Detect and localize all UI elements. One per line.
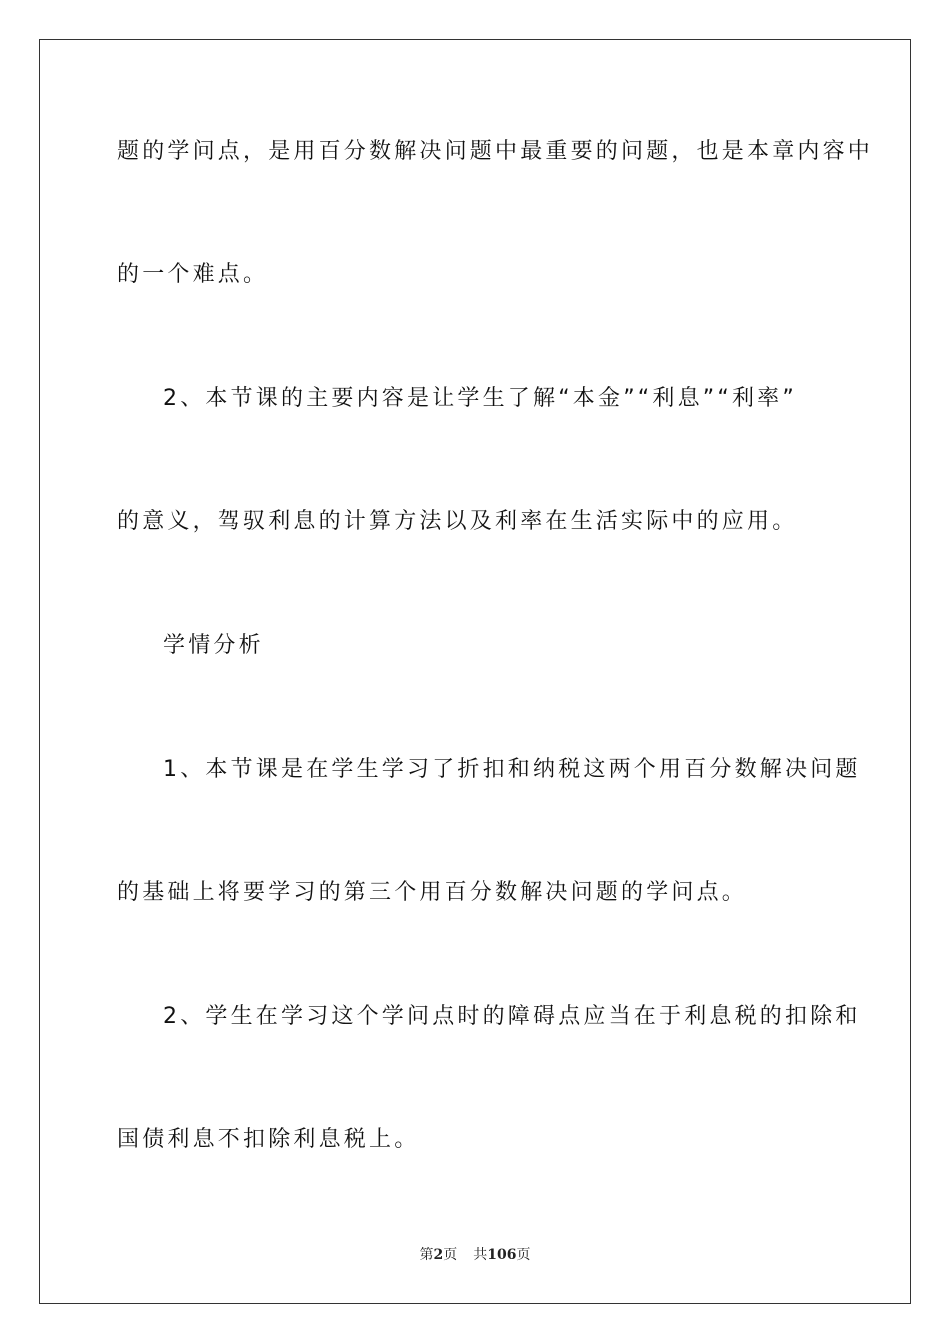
body-line-9: 国债利息不扣除利息税上。 — [117, 1127, 420, 1152]
body-line-1: 题的学问点，是用百分数解决问题中最重要的问题，也是本章内容中 — [117, 139, 874, 164]
page-prefix: 第 — [419, 1247, 434, 1263]
page-border — [39, 39, 911, 1304]
body-line-3: 2、本节课的主要内容是让学生了解“本金”“利息”“利率” — [163, 386, 797, 411]
total-prefix: 共 — [473, 1247, 488, 1263]
page-number: 2 — [433, 1247, 444, 1263]
section-heading: 学情分析 — [163, 633, 264, 658]
body-line-4: 的意义，驾驭利息的计算方法以及利率在生活实际中的应用。 — [117, 509, 798, 534]
total-pages: 106 — [487, 1247, 517, 1263]
page-suffix: 页 — [443, 1247, 458, 1263]
body-line-6: 1、本节课是在学生学习了折扣和纳税这两个用百分数解决问题 — [163, 757, 861, 782]
total-suffix: 页 — [516, 1247, 531, 1263]
body-line-2: 的一个难点。 — [117, 262, 269, 287]
body-line-7: 的基础上将要学习的第三个用百分数解决问题的学问点。 — [117, 880, 748, 905]
body-line-8: 2、学生在学习这个学问点时的障碍点应当在于利息税的扣除和 — [163, 1004, 861, 1029]
page-footer — [0, 1246, 950, 1264]
